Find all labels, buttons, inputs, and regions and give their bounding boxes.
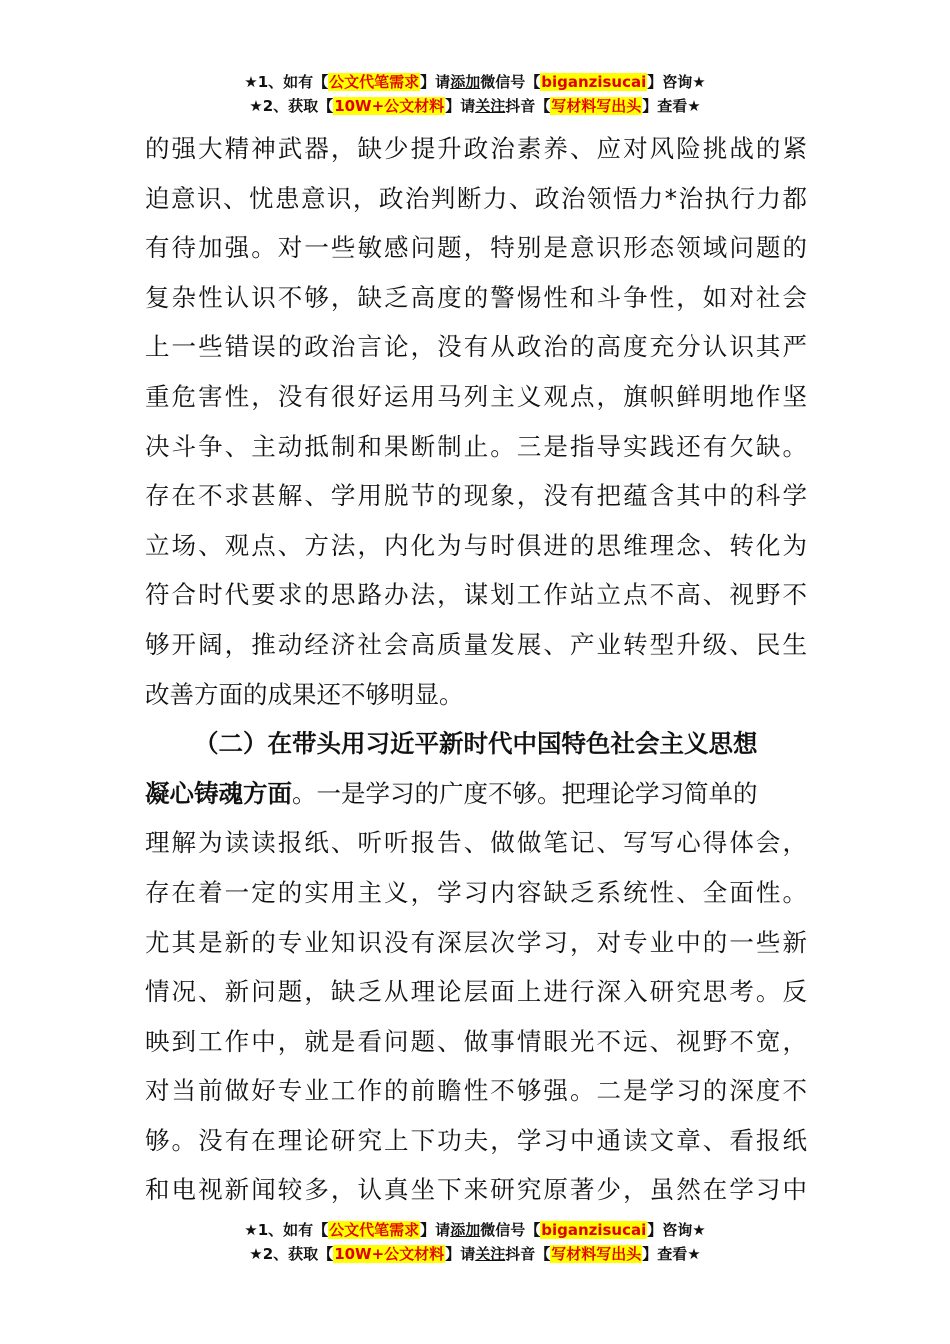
- section-heading-continued: [145, 769, 807, 819]
- banner-highlight: 10W+公文材料: [334, 97, 445, 115]
- body-line: 复杂性认识不够，缺乏高度的警惕性和斗争性，如对社会: [145, 282, 807, 312]
- section-heading: （二）在带头用习近平新时代中国特色社会主义思想: [194, 729, 758, 759]
- banner-highlight: 公文代笔需求: [329, 73, 420, 91]
- body-line: 够开阔，推动经济社会高质量发展、产业转型升级、民生: [145, 629, 807, 659]
- body-line: 和电视新闻较多，认真坐下来研究原著少，虽然在学习中: [145, 1175, 807, 1205]
- banner-text: 】请: [445, 1245, 476, 1263]
- banner-text: 】咨询★: [647, 73, 706, 91]
- banner-line-2: [0, 94, 950, 118]
- banner-text: ★1、如有【: [244, 73, 329, 91]
- banner-underline: 关注: [475, 97, 506, 115]
- body-line: 够。没有在理论研究上下功夫，学习中通读文章、看报纸: [145, 1125, 807, 1155]
- body-line: 立场、观点、方法，内化为与时俱进的思维理念、转化为: [145, 530, 807, 560]
- header-banner: [0, 70, 950, 118]
- banner-text: 】请: [420, 1221, 451, 1239]
- section-heading-bold: 凝心铸魂方面: [145, 778, 292, 808]
- banner-underline: 关注: [475, 1245, 506, 1263]
- banner-highlight: 写材料写出头: [551, 1245, 642, 1263]
- banner-highlight: biganzisucai: [541, 1221, 647, 1239]
- body-line: 存在着一定的实用主义，学习内容缺乏系统性、全面性。: [145, 877, 807, 907]
- banner-text: ★1、如有【: [244, 1221, 329, 1239]
- body-line: 上一些错误的政治言论，没有从政治的高度充分认识其严: [145, 332, 807, 362]
- banner-text: 】查看★: [642, 97, 701, 115]
- banner-text: ★2、获取【: [249, 97, 334, 115]
- body-line: 情况、新问题，缺乏从理论层面上进行深入研究思考。反: [145, 977, 807, 1007]
- footer-banner: [0, 1218, 950, 1266]
- banner-text: 】请: [445, 97, 476, 115]
- banner-text: 微信号【: [480, 1221, 541, 1239]
- banner-text: 】查看★: [642, 1245, 701, 1263]
- body-line: 存在不求甚解、学用脱节的现象，没有把蕴含其中的科学: [145, 481, 807, 511]
- body-line: 理解为读读报纸、听听报告、做做笔记、写写心得体会，: [145, 828, 807, 858]
- body-line: 有待加强。对一些敏感问题，特别是意识形态领域问题的: [145, 233, 807, 263]
- body-line: 符合时代要求的思路办法，谋划工作站立点不高、视野不: [145, 580, 807, 610]
- body-line: 映到工作中，就是看问题、做事情眼光不远、视野不宽，: [145, 1026, 807, 1056]
- banner-line-1: [0, 70, 950, 94]
- banner-underline: 添加: [450, 1221, 481, 1239]
- banner-line-1: [0, 1218, 950, 1242]
- banner-underline: 添加: [450, 73, 481, 91]
- body-line: 对当前做好专业工作的前瞻性不够强。二是学习的深度不: [145, 1076, 807, 1106]
- banner-text: 】请: [420, 73, 451, 91]
- body-line: 重危害性，没有很好运用马列主义观点，旗帜鲜明地作坚: [145, 381, 807, 411]
- banner-highlight: 10W+公文材料: [334, 1245, 445, 1263]
- banner-highlight: 公文代笔需求: [329, 1221, 420, 1239]
- banner-text: ★2、获取【: [249, 1245, 334, 1263]
- banner-line-2: [0, 1242, 950, 1266]
- banner-highlight: biganzisucai: [541, 73, 647, 91]
- banner-highlight: 写材料写出头: [551, 97, 642, 115]
- banner-text: 抖音【: [505, 1245, 551, 1263]
- body-line: 改善方面的成果还不够明显。: [145, 679, 464, 709]
- document-body: [145, 124, 807, 1215]
- banner-text: 】咨询★: [647, 1221, 706, 1239]
- body-text: 。一是学习的广度不够。把理论学习简单的: [292, 778, 758, 808]
- banner-text: 微信号【: [480, 73, 541, 91]
- body-line: 决斗争、主动抵制和果断制止。三是指导实践还有欠缺。: [145, 431, 807, 461]
- body-line: 的强大精神武器，缺少提升政治素养、应对风险挑战的紧: [145, 134, 807, 163]
- body-line: 尤其是新的专业知识没有深层次学习，对专业中的一些新: [145, 927, 807, 957]
- banner-text: 抖音【: [505, 97, 551, 115]
- body-line: 迫意识、忧患意识，政治判断力、政治领悟力*治执行力都: [145, 183, 807, 213]
